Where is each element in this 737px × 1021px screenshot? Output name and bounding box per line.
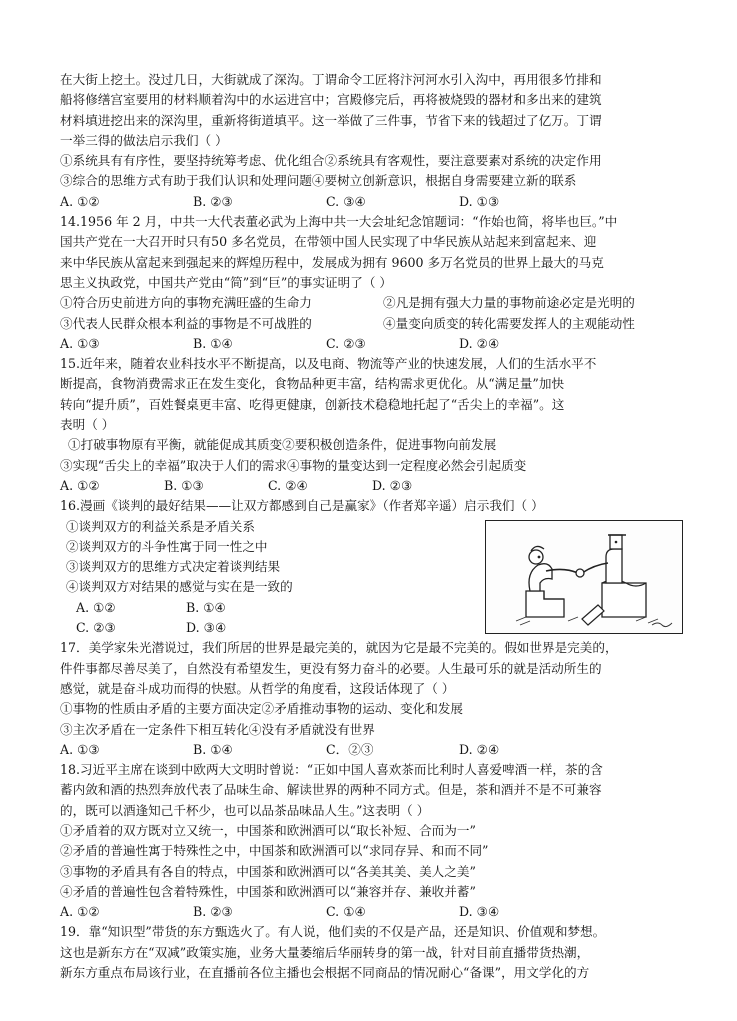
answer-choice-b[interactable]: B. ①④ [186, 599, 226, 615]
question-text-line: 思主义执政党，中国共产党由“简”到“巨”的事实证明了（ ） [60, 274, 393, 290]
exam-page [60, 70, 692, 983]
question-text-line: 来中华民族从富起来到强起来的辉煌历程中，发展成为拥有 9600 多万名党员的世界上最大的马克 [60, 254, 604, 270]
option-statement: ①系统具有有序性，要坚持统筹考虑、优化组合②系统具有客观性，要注意要素对系统的决定作用 [60, 153, 602, 169]
answer-choice-a[interactable]: A. ①② [60, 904, 100, 920]
answer-choice-c[interactable]: C. ③④ [326, 193, 366, 209]
option-statement: ②谈判双方的斗争性寓于同一性之中 [66, 538, 268, 554]
question-14 [60, 212, 692, 354]
option-statement: ①事物的性质由矛盾的主要方面决定②矛盾推动事物的运动、变化和发展 [60, 701, 463, 717]
answer-choices [60, 740, 692, 760]
question-17 [60, 638, 692, 760]
answer-choice-d[interactable]: D. ②④ [459, 741, 500, 757]
answer-choice-a[interactable]: A. ①② [60, 477, 100, 493]
answer-choices [60, 902, 692, 922]
question-text-line: 表明（ ） [60, 417, 115, 433]
negotiation-cartoon [485, 520, 683, 634]
question-text-line: 一举三得的做法启示我们（ ） [60, 132, 228, 148]
answer-choices [60, 618, 470, 638]
answer-choice-c[interactable]: C. ①④ [326, 904, 366, 920]
question-text-line: 14.1956 年 2 月，中共一大代表董必武为上海中共一大会址纪念馆题词：“作始也简，将毕也巨。”中 [60, 214, 618, 230]
question-text-line: 感觉，就是奋斗成功而得的快慰。从哲学的角度看，这段话体现了（ ） [60, 680, 455, 696]
answer-choice-a[interactable]: A. ①③ [60, 741, 100, 757]
option-statement: ③谈判双方的思维方式决定着谈判结果 [66, 559, 281, 575]
question-text-line: 转向“提升质”，百姓餐桌更丰富、吃得更健康，创新技术稳稳地托起了“舌尖上的幸福”。这 [60, 396, 565, 412]
question-text-line: 19．靠“知识型”带货的东方甄选火了。有人说，他们卖的不仅是产品，还是知识、价值观和梦想。 [60, 924, 606, 940]
question-text-line: 18.习近平主席在谈到中欧两大文明时曾说：“正如中国人喜欢茶而比利时人喜爱啤酒一样，茶的含 [60, 762, 603, 778]
question-text-line: 17．美学家朱光潜说过，我们所居的世界是最完美的，就因为它是最不完美的。假如世界是完美的， [60, 640, 618, 656]
question-13-continued [60, 70, 692, 212]
answer-choices [60, 192, 692, 212]
question-19 [60, 922, 692, 983]
option-statement: ①谈判双方的利益关系是矛盾关系 [66, 518, 255, 534]
right-figure [606, 549, 622, 583]
cartoon-drawing [486, 521, 682, 633]
option-statement: ③综合的思维方式有助于我们认识和处理问题④要树立创新意识，根据自身需要建立新的联系 [60, 173, 577, 189]
answer-choice-b[interactable]: B. ②③ [193, 904, 233, 920]
answer-choice-b[interactable]: B. ②③ [193, 193, 233, 209]
question-text-line: 国共产党在一大召开时只有50 多名党员，在带领中国人民实现了中华民族从站起来到富起来、迎 [60, 234, 597, 250]
option-row [60, 293, 692, 313]
answer-choice-d[interactable]: D. ②③ [372, 477, 413, 493]
answer-choice-d[interactable]: D. ①③ [459, 193, 500, 209]
right-pedestal [602, 583, 646, 617]
left-figure [529, 564, 552, 591]
answer-choice-a[interactable]: A. ①② [60, 193, 100, 209]
option-statement: ③代表人民群众根本利益的事物是不可战胜的 [60, 315, 312, 331]
answer-choice-d[interactable]: D. ②④ [459, 335, 500, 351]
answer-choices [60, 476, 692, 496]
option-statement: ②矛盾的普遍性寓于特殊性之中，中国茶和欧洲酒可以“求同存异、和而不同” [60, 843, 489, 859]
answer-choice-c[interactable]: C. ②③ [76, 620, 116, 636]
question-15 [60, 354, 692, 496]
question-text-line: 件件事都尽善尽美了，自然没有希望发生，更没有努力奋斗的必要。人生最可乐的就是活动所生的 [60, 660, 602, 676]
option-statement: ①矛盾着的双方既对立又统一，中国茶和欧洲酒可以“取长补短、合而为一” [60, 822, 476, 838]
answer-choice-b[interactable]: B. ①④ [193, 335, 233, 351]
option-statement: ②凡是拥有强大力量的事物前途必定是光明的 [383, 295, 635, 311]
answer-choice-c[interactable]: C. ②③ [326, 335, 366, 351]
answer-choices [60, 598, 470, 618]
left-pedestal [526, 591, 564, 617]
answer-choice-d[interactable]: D. ③④ [186, 620, 227, 636]
question-text-line: 这也是新东方在“双减”政策实施，业务大量萎缩后华丽转身的第一战，针对目前直播带货热潮， [60, 944, 590, 960]
answer-choice-b[interactable]: B. ①④ [193, 741, 233, 757]
question-stem: 16.漫画《谈判的最好结果——让双方都感到自己是赢家》（作者郑辛遥）启示我们（ ） [60, 498, 544, 514]
option-statement: ④矛盾的普遍性包含着特殊性，中国茶和欧洲酒可以“兼容并存、兼收并蓄” [60, 883, 476, 899]
answer-choice-a[interactable]: A. ①③ [60, 335, 100, 351]
option-row [60, 314, 692, 334]
question-text-line: 船将修缮宫室要用的材料顺着沟中的水运进宫中；宫殿修完后，再将被烧毁的器材和多出来的建筑 [60, 92, 602, 108]
question-16 [60, 496, 692, 638]
option-statement: ③主次矛盾在一定条件下相互转化④没有矛盾就没有世界 [60, 721, 375, 737]
question-16-options [60, 517, 470, 639]
option-statement: ④谈判双方对结果的感觉与实在是一致的 [66, 579, 293, 595]
answer-choice-c[interactable]: C. ②④ [268, 477, 308, 493]
option-statement: ③实现“舌尖上的幸福”取决于人们的需求④事物的量变达到一定程度必然会引起质变 [60, 457, 527, 473]
answer-choices [60, 334, 692, 354]
question-text-line: 15.近年来，随着农业科技水平不断提高，以及电商、物流等产业的快速发展，人们的生活水平不 [60, 356, 597, 372]
answer-choice-c[interactable]: C．②③ [326, 741, 374, 757]
question-text-line: 新东方重点布局该行业，在直播前各位主播也会根据不同商品的情况耐心“备课”，用文学化的方 [60, 965, 590, 981]
artist-signature [652, 623, 672, 627]
answer-choice-d[interactable]: D. ③④ [459, 904, 500, 920]
question-18 [60, 760, 692, 922]
question-text-line: 蓄内敛和酒的热烈奔放代表了品味生命、解读世界的两种不同方式。但是，茶和酒并不是不可兼容 [60, 782, 602, 798]
option-statement: ①打破事物原有平衡，就能促成其质变②要积极创造条件，促进事物向前发展 [68, 437, 497, 453]
option-statement: ④量变向质变的转化需要发挥人的主观能动性 [383, 315, 635, 331]
answer-choice-a[interactable]: A. ①② [76, 599, 116, 615]
question-text-line: 断提高，食物消费需求正在发生变化，食物品种更丰富，结构需求更优化。从“满足量”加快 [60, 376, 565, 392]
handshake [576, 569, 584, 577]
option-statement: ③事物的矛盾具有各自的特点，中国茶和欧洲酒可以“各美其美、美人之美” [60, 863, 476, 879]
option-statement: ①符合历史前进方向的事物充满旺盛的生命力 [60, 295, 312, 311]
question-text-line: 在大街上挖土。没过几日，大街就成了深沟。丁谓命令工匠将汴河河水引入沟中，再用很多竹排和 [60, 72, 602, 87]
answer-choice-b[interactable]: B. ①③ [164, 477, 204, 493]
question-text-line: 材料填进挖出来的深沟里，重新将街道填平。这一举做了三件事，节省下来的钱超过了亿万。丁谓 [60, 112, 602, 128]
question-text-line: 的，既可以酒逢知己千杯少，也可以品茶品味品人生。”这表明（ ） [60, 802, 430, 818]
